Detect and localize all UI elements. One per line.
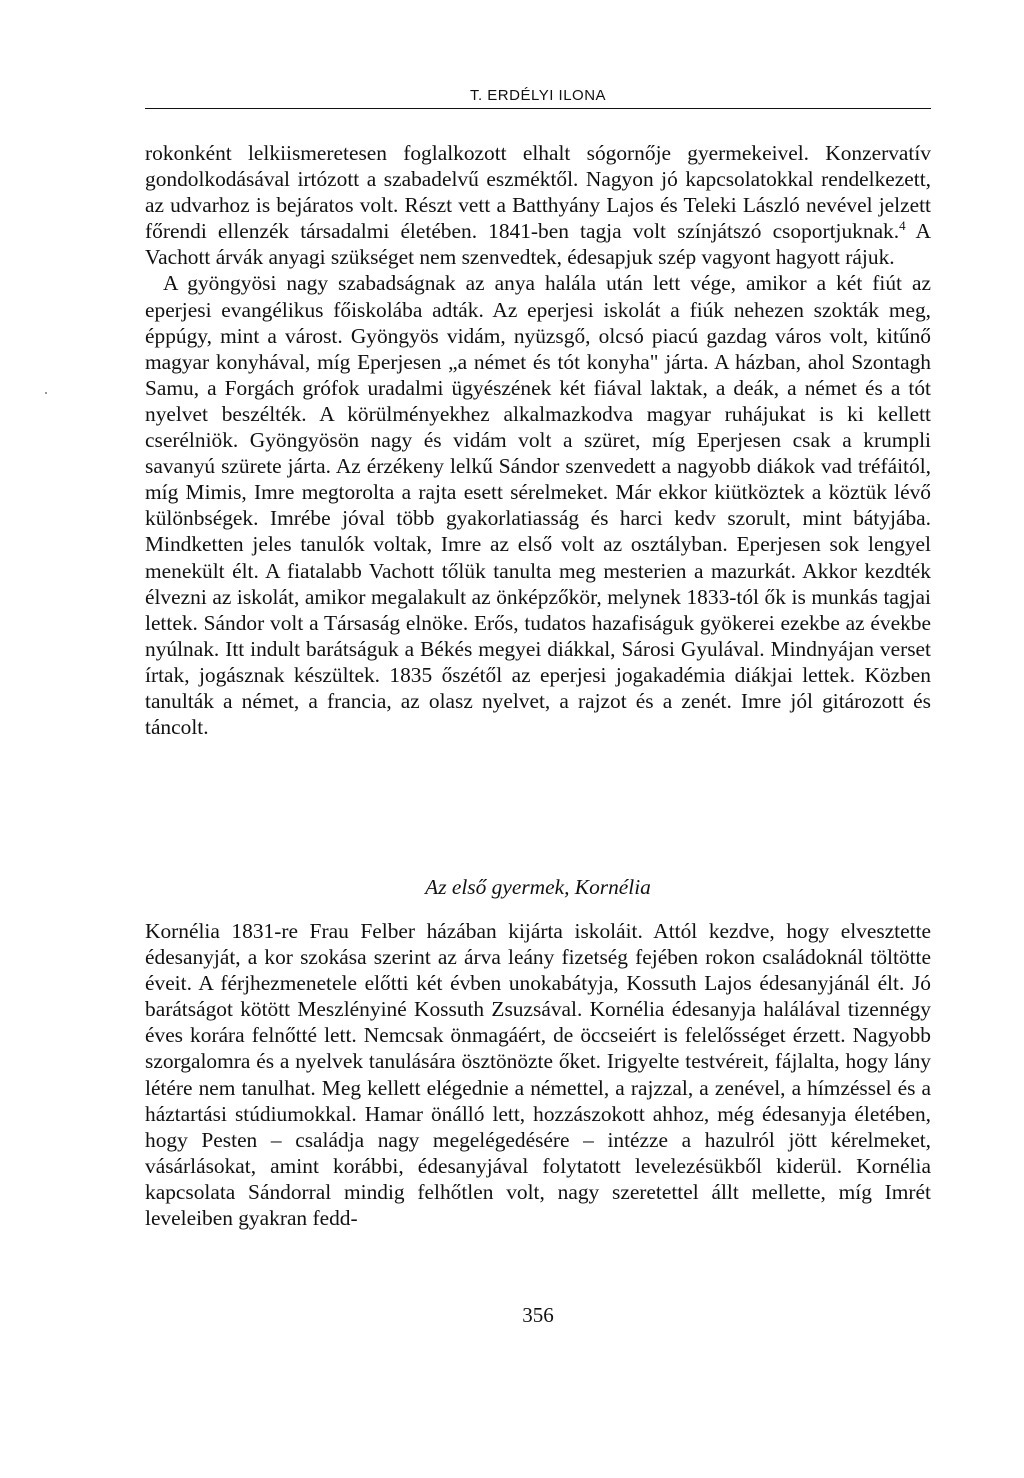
running-head: T. ERDÉLYI ILONA [469,87,607,104]
footnote-marker[interactable]: 4 [899,218,906,234]
section-text [145,918,931,1231]
paragraph-1 [145,140,931,270]
section-paragraph-1: Kornélia 1831-re Frau Felber házában kijárta iskoláit. Attól kezdve, hogy elvesztette édesanyját, a kor szokása szerint az árva leány fizetség fejében rokon családoknál töltötte éveit. A férjhezmenetele előtti két évben unokabátyja, Kossuth Lajos édesanyjánál élt. Jó barátságot kötött Meszlényiné Kossuth Zsuzsával. Kornélia édesanyja halálával tizennégy éves korára felnőtté lett. Nemcsak önmagáért, de öccseiért is felelősséget érzett. Nagyobb szorgalomra és a nyelvek tanulására ösztönözte őket. Irigyelte testvéreit, fájlalta, hogy lány létére nem tanulhat. Meg kellett elégednie a némettel, a rajzzal, a zenével, a hímzéssel és a háztartási stúdiumokkal. Hamar önálló lett, hozzászokott ahhoz, még édesanyja életében, hogy Pesten – családja nagy megelégedésére – intézze a hazulról jött kérelmeket, vásárlásokat, amint korábbi, édesanyjával folytatott levelezésükből kiderül. Kornélia kapcsolata Sándorral mindig felhőtlen volt, nagy szeretettel állt mellette, míg Imrét leveleiben gyakran fedd- [145,919,931,1231]
paragraph-1-text-a: rokonként lelkiismeretesen foglalkozott elhalt sógornője gyermekeivel. Konzervatív gondolkodásával irtózott a szabadelvű eszméktől. Nagyon jó kapcsolatokkal rendelkezett, az udvarhoz is bejáratos volt. Részt vett a Batthyány Lajos és Teleki László nevével jelzett főrendi ellenzék társadalmi életében. 1841-ben tagja volt színjátszó csoportjuknak. [145,141,931,244]
main-text [145,140,931,740]
paragraph-2: A gyöngyösi nagy szabadságnak az anya halála után lett vége, amikor a két fiút az eperjesi evangélikus főiskolába adták. Az eperjesi iskolát a fiúk nehezen szokták meg, éppúgy, mint a várost. Gyöngyös vidám, nyüzsgő, olcsó piacú gazdag város volt, kitűnő magyar konyhával, míg Eperjesen „a német és tót konyha" járta. A házban, ahol Szontagh Samu, a Forgách grófok uradalmi ügyészének két fiával laktak, a deák, a német és a tót nyelvet beszélték. A körülményekhez alkalmazkodva magyar ruhájukat is ki kellett cserélniök. Gyöngyösön nagy és vidám volt a szüret, míg Eperjesen csak a krumpli savanyú szürete járta. Az érzékeny lelkű Sándor szenvedett a nagyobb diákok vad tréfáitól, míg Mimis, Imre megtorolta a rajta esett sérelmeket. Már ekkor kiütköztek a köztük lévő különbségek. Imrébe jóval több gyakorlatiasság és harci kedv szorult, mint bátyjába. Mindketten jeles tanulók voltak, Imre az első volt az osztályban. Eperjesen sok lengyel menekült élt. A fiatalabb Vachott tőlük tanulta meg mesterien a mazurkát. Akkor kezdték élvezni az iskolát, amikor megalakult az önképzőkör, melynek 1833-tól ők is munkás tagjai lettek. Sándor volt a Társaság elnöke. Erős, tudatos hazafiságuk gyökerei ezekbe az évekbe nyúlnak. Itt indult barátságuk a Békés megyei diákkal, Sárosi Gyulával. Mindnyájan verset írtak, jogásznak készültek. 1835 őszétől az eperjesi jogakadémia diákjai lettek. Közben tanulták a német, a francia, az olasz nyelvet, a rajzot és a zenét. Imre jól gitározott és táncolt. [145,271,931,740]
paragraph-1-text-b: A Vachott árvák anyagi szükséget nem szenvedtek, édesapjuk szép vagyont hagyott rájuk. [145,219,931,270]
page-number: 356 [522,1303,554,1327]
header-rule [145,108,931,109]
section-title: Az első gyermek, Kornélia [425,875,651,899]
scan-speck [45,392,47,394]
